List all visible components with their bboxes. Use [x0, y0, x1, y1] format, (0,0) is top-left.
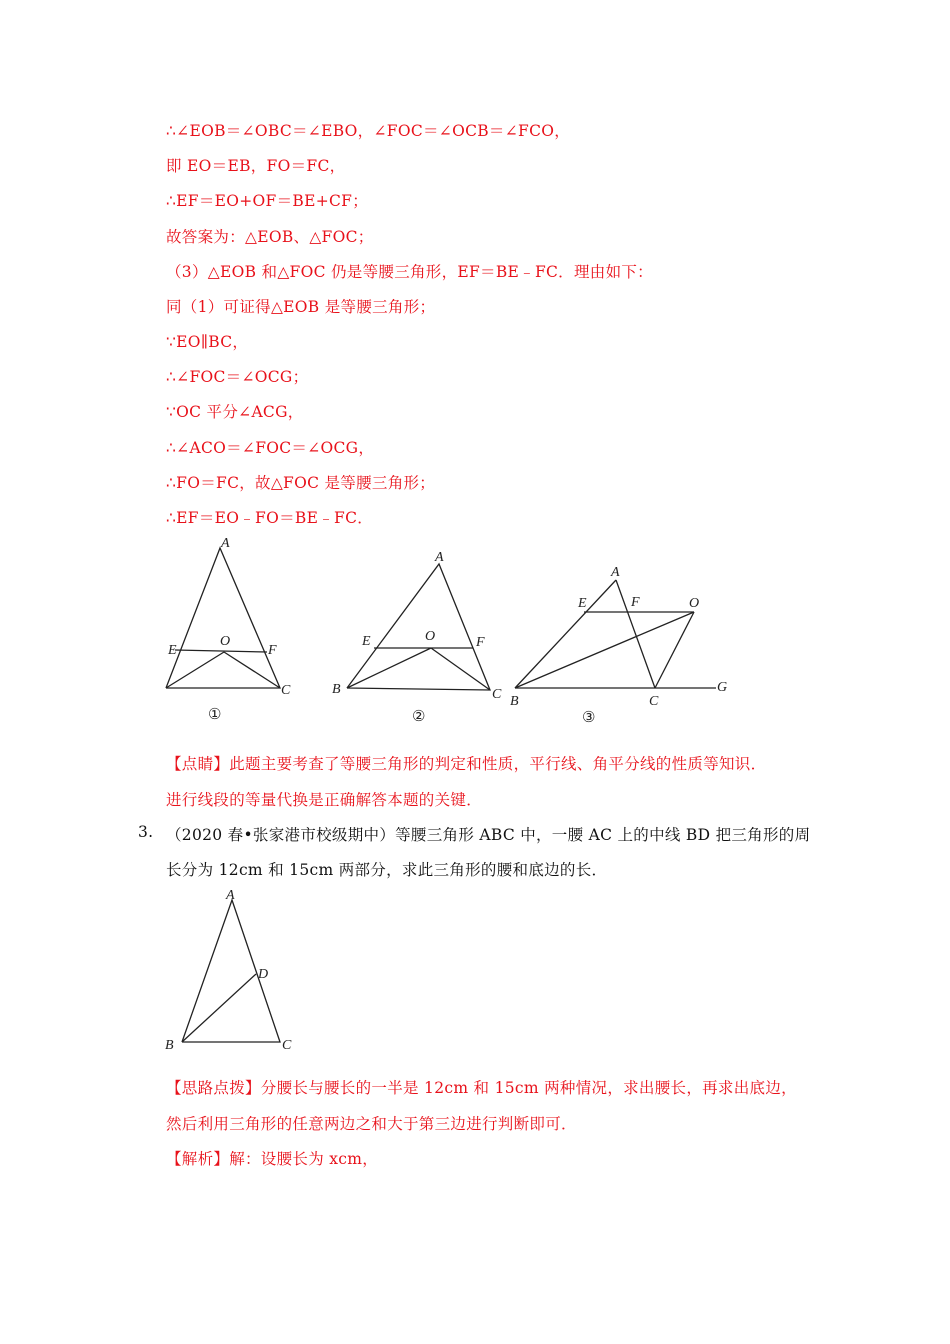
question-text: 长分为 12cm 和 15cm 两部分，求此三角形的腰和底边的长． [166, 861, 608, 879]
triangle-abc-2 [347, 564, 490, 690]
label-a: A [226, 888, 235, 903]
label-c: C [492, 687, 502, 702]
question-text: （2020 春•张家港市校级期中）等腰三角形 ABC 中，一腰 AC 上的中线 BD 把三角形的周 [166, 826, 811, 844]
solution-line: （3）△EOB 和△FOC 仍是等腰三角形，EF＝BE﹣FC．理由如下： [166, 263, 653, 281]
solution-line: ∴∠ACO＝∠FOC＝∠OCG， [166, 439, 375, 457]
label-o: O [689, 596, 700, 611]
label-e: E [168, 643, 177, 658]
label-f: F [631, 595, 640, 610]
label-e: E [362, 634, 371, 649]
label-o: O [425, 629, 436, 644]
silu-line: 然后利用三角形的任意两边之和大于第三边进行判断即可． [166, 1115, 577, 1133]
triangle-abc-1 [166, 548, 280, 688]
label-e: E [578, 596, 587, 611]
solution-line: ∴∠EOB＝∠OBC＝∠EBO，∠FOC＝∠OCB＝∠FCO， [166, 122, 571, 140]
question-number: 3. [138, 823, 154, 841]
geometry-figure-2 [150, 880, 310, 1060]
label-a: A [435, 550, 444, 565]
label-b: B [332, 682, 341, 697]
label-f: F [476, 635, 485, 650]
label-b: B [165, 1038, 174, 1053]
solution-line: ∵OC 平分∠ACG， [166, 403, 304, 421]
solution-line: ∴FO＝FC，故△FOC 是等腰三角形； [166, 474, 436, 492]
label-a: A [611, 565, 620, 580]
label-b: B [510, 694, 519, 709]
label-g: G [717, 680, 728, 695]
solution-line: ∵EO∥BC， [166, 333, 249, 351]
jiexi-line: 【解析】解：设腰长为 xcm， [166, 1150, 379, 1168]
silu-line: 【思路点拨】分腰长与腰长的一半是 12cm 和 15cm 两种情况，求出腰长，再求出底边， [166, 1079, 797, 1097]
geometry-figures-1 [150, 530, 750, 730]
caption-1: ① [208, 707, 222, 723]
label-c: C [282, 1038, 292, 1053]
solution-line: 故答案为：△EOB、△FOC； [166, 228, 374, 246]
caption-2: ② [412, 709, 426, 725]
solution-line: ∴EF＝EO﹣FO＝BE﹣FC． [166, 509, 374, 527]
label-d: D [258, 967, 269, 982]
label-o: O [220, 634, 231, 649]
label-c: C [649, 694, 659, 709]
label-f: F [268, 643, 277, 658]
solution-line: 即 EO＝EB，FO＝FC， [166, 157, 346, 175]
solution-line: 同（1）可证得△EOB 是等腰三角形； [166, 298, 436, 316]
solution-line: ∴∠FOC＝∠OCG； [166, 368, 309, 386]
caption-3: ③ [582, 710, 596, 726]
dianjing-line: 【点睛】此题主要考查了等腰三角形的判定和性质，平行线、角平分线的性质等知识． [166, 755, 767, 773]
label-a: A [221, 536, 230, 551]
label-c: C [281, 683, 291, 698]
solution-line: ∴EF＝EO+OF＝BE+CF； [166, 192, 369, 210]
dianjing-line: 进行线段的等量代换是正确解答本题的关键． [166, 791, 483, 809]
